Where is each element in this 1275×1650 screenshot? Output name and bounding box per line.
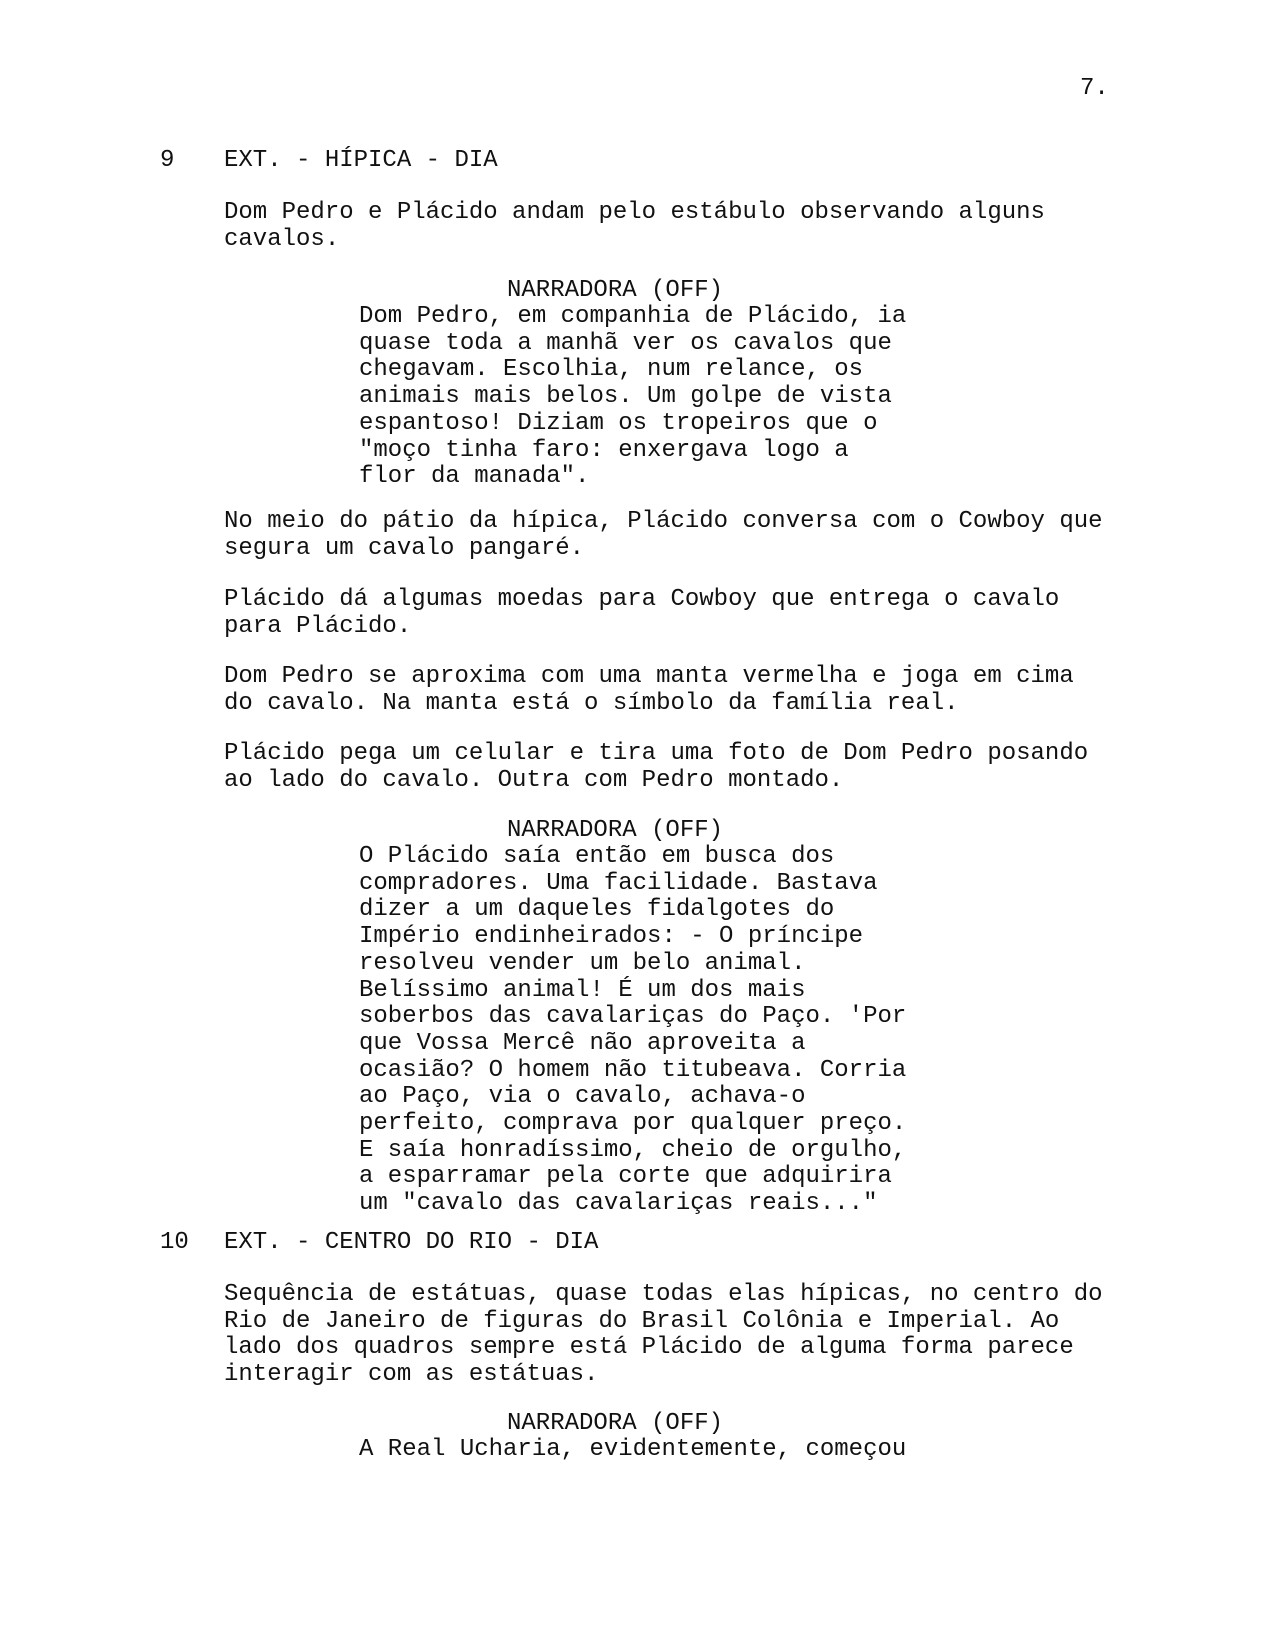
action-text: Dom Pedro e Plácido andam pelo estábulo observando alguns cavalos. bbox=[224, 199, 1045, 253]
scene-heading: EXT. - CENTRO DO RIO - DIA bbox=[224, 1229, 599, 1256]
action-text: No meio do pátio da hípica, Plácido conversa com o Cowboy que segura um cavalo pangaré. bbox=[224, 508, 1103, 562]
dialogue-text: O Plácido saía então em busca dos compradores. Uma facilidade. Bastava dizer a um daqueles fidalgotes do Império endinheirados: - O príncipe resolveu vender um belo animal. Belíssimo animal! É um dos mais soberbos das cavalariças do Paço. 'Por que Vossa Mercê não aproveita a ocasião? O homem não titubeava. Corria ao Paço, via o cavalo, achava-o perfeito, comprava por qualquer preço. E saía honradíssimo, cheio de orgulho, a esparramar pela corte que adquirira um "cavalo das cavalariças reais..." bbox=[359, 843, 907, 1218]
action-text: Plácido pega um celular e tira uma foto de Dom Pedro posando ao lado do cavalo. Outra com Pedro montado. bbox=[224, 740, 1089, 794]
scene-number: 10 bbox=[160, 1229, 189, 1256]
scene-heading: EXT. - HÍPICA - DIA bbox=[224, 147, 498, 174]
action-text: Sequência de estátuas, quase todas elas hípicas, no centro do Rio de Janeiro de figuras do Brasil Colônia e Imperial. Ao lado dos quadros sempre está Plácido de alguma forma parece interagir com as estátuas. bbox=[224, 1281, 1103, 1389]
scene-number: 9 bbox=[160, 147, 175, 174]
page-number: 7. bbox=[1080, 75, 1109, 102]
character-cue: NARRADORA (OFF) bbox=[507, 817, 724, 844]
character-cue: NARRADORA (OFF) bbox=[507, 1410, 724, 1437]
dialogue-text: Dom Pedro, em companhia de Plácido, ia quase toda a manhã ver os cavalos que chegavam. Escolhia, num relance, os animais mais belos. Um golpe de vista espantoso! Diziam os tropeiros que o "moço tinha faro: enxergava logo a flor da manada". bbox=[359, 303, 907, 491]
action-text: Plácido dá algumas moedas para Cowboy que entrega o cavalo para Plácido. bbox=[224, 586, 1060, 640]
dialogue-text: A Real Ucharia, evidentemente, começou bbox=[359, 1436, 907, 1463]
action-text: Dom Pedro se aproxima com uma manta vermelha e joga em cima do cavalo. Na manta está o símbolo da família real. bbox=[224, 663, 1074, 717]
character-cue: NARRADORA (OFF) bbox=[507, 277, 724, 304]
